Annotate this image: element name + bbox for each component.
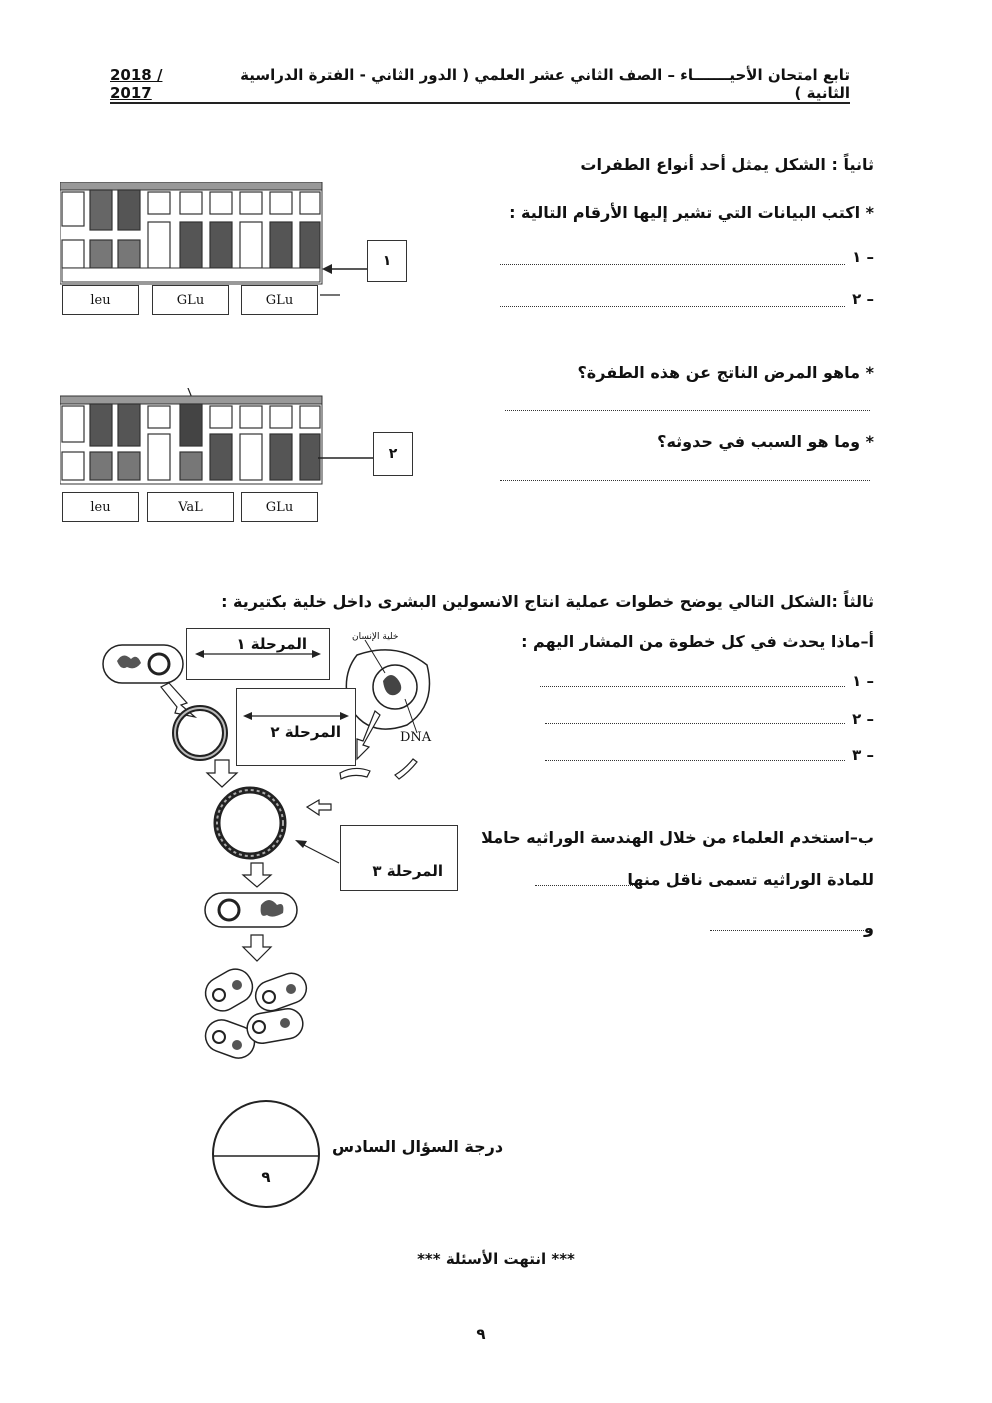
stage-2-label: المرحلة ٢ (270, 723, 341, 741)
question-cause: * وما هو السبب في حدوثه؟ (657, 432, 874, 451)
section2-title: ثانياً : الشكل يمثل أحد أنواع الطفرات (580, 155, 874, 174)
step-label-1: ١ – (852, 672, 874, 690)
stage-2-box (236, 688, 356, 766)
part-b-line-1: ب–استخدم العلماء من خلال الهندسة الوراثيه حاملا (481, 828, 874, 847)
plasmid-icon (149, 654, 169, 674)
answer-label-2: ٢ – (852, 290, 874, 308)
question-disease: * ماهو المرض الناتج عن هذه الطفرة؟ (577, 363, 874, 382)
stage-2-arrow (243, 709, 349, 723)
callout-arrow-1 (320, 255, 370, 305)
grade-label: درجة السؤال السادس (332, 1137, 504, 1156)
step-answer-line-1[interactable] (540, 686, 845, 687)
page-header (110, 66, 850, 104)
amino-glu-1a: GLu (152, 285, 229, 315)
section3-title: ثالثاً :الشكل التالي يوضح خطوات عملية انتاج الانسولين البشرى داخل خلية بكتيرية : (221, 592, 874, 611)
dna-fragment-icon (340, 768, 370, 779)
exam-title: تابع امتحان الأحيـــــــاء – الصف الثاني عشر العلمي ( الدور الثاني - الفترة الدراسية الثانية ) (240, 66, 850, 102)
answer-line-2[interactable] (500, 306, 845, 307)
human-cell-label: خلية الإنسان (352, 632, 399, 642)
amino-val-2: VaL (147, 492, 234, 522)
step-label-3: ٣ – (852, 746, 874, 764)
answer-line-cause[interactable] (500, 480, 870, 481)
stage-3-box (340, 825, 458, 891)
step-label-2: ٢ – (852, 710, 874, 728)
answer-label-1: ١ – (852, 248, 874, 266)
answer-line-1[interactable] (500, 264, 845, 265)
section2-instruction: * اكتب البيانات التي تشير إليها الأرقام التالية : (509, 203, 874, 222)
exam-years: 2018 / 2017 (110, 66, 163, 102)
section3-part-a: أ–ماذا يحدث في كل خطوة من المشار اليهم : (521, 632, 874, 651)
stage-3-label: المرحلة ٣ (372, 862, 443, 880)
stage-1-label: المرحلة ١ (236, 635, 307, 653)
bacteria-colony-icon (200, 963, 311, 1062)
amino-glu-2: GLu (241, 492, 318, 522)
part-b-line-3: و (864, 918, 874, 937)
page-number: ٩ (476, 1325, 486, 1343)
grade-value: ٩ (261, 1168, 271, 1186)
step-answer-line-3[interactable] (545, 760, 845, 761)
callout-line-2 (318, 448, 376, 468)
amino-leu-2: leu (62, 492, 139, 522)
stage-1-box (186, 628, 330, 680)
part-b-answer-line-1[interactable] (535, 885, 635, 886)
part-b-answer-line-2[interactable] (710, 930, 870, 931)
answer-line-disease[interactable] (505, 410, 870, 411)
dna-strip-drawing-2 (60, 388, 325, 488)
grade-circle (210, 1098, 322, 1210)
part-b-line-2: للمادة الوراثيه تسمى ناقل منها (627, 870, 874, 889)
dna-strip-figure-2 (60, 388, 325, 488)
callout-box-2: ٢ (373, 432, 413, 476)
amino-leu-1: leu (62, 285, 139, 315)
dna-label: DNA (400, 730, 432, 745)
callout-box-1: ١ (367, 240, 407, 282)
end-of-questions: *** انتهت الأسئلة *** (417, 1250, 575, 1268)
bacterial-cell-icon (103, 645, 183, 683)
step-answer-line-2[interactable] (545, 723, 845, 724)
amino-glu-1b: GLu (241, 285, 318, 315)
